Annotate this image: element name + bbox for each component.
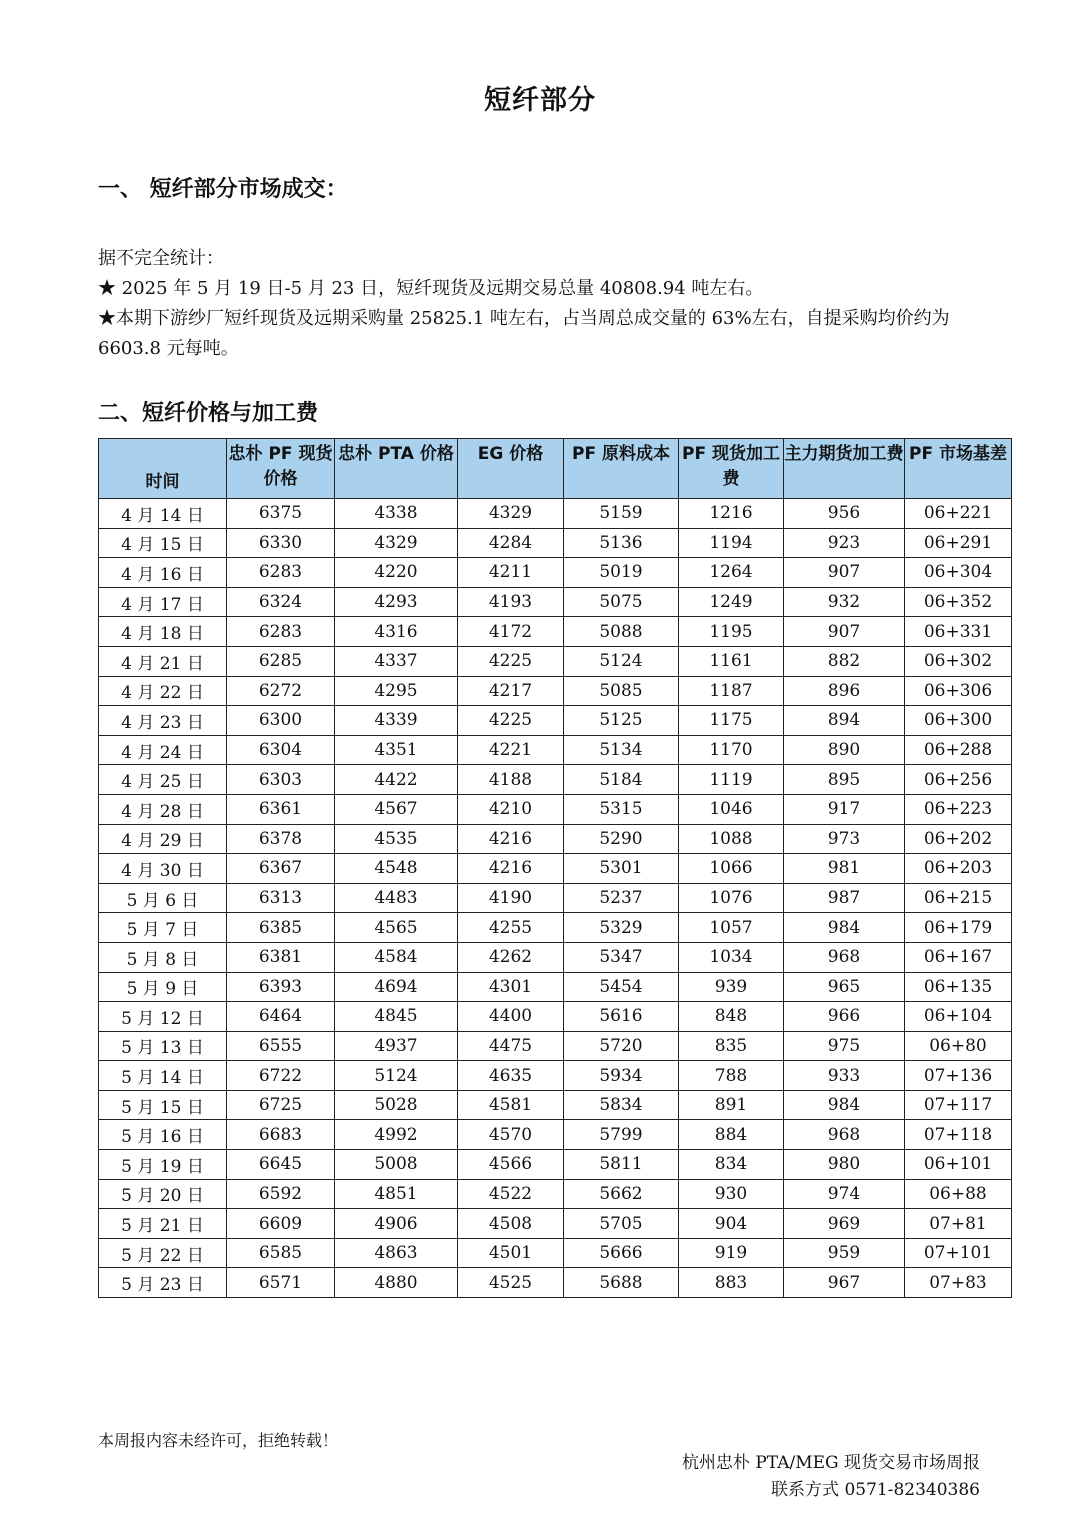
table-cell: 4293 (335, 587, 458, 617)
table-cell: 4 月 23 日 (99, 706, 227, 736)
table-cell: 1175 (679, 706, 784, 736)
table-cell: 6300 (227, 706, 335, 736)
table-cell: 5 月 22 日 (99, 1238, 227, 1268)
copyright-notice: 本周报内容未经许可，拒绝转载！ (98, 1431, 339, 1450)
table-cell: 6381 (227, 942, 335, 972)
table-cell: 4284 (458, 528, 564, 558)
table-cell: 5125 (564, 706, 679, 736)
table-row (99, 824, 1012, 854)
table-cell: 4501 (458, 1238, 564, 1268)
table-cell: 4211 (458, 558, 564, 588)
table-cell: 896 (784, 676, 905, 706)
page-title: 短纤部分 (484, 85, 596, 116)
table-cell: 4863 (335, 1238, 458, 1268)
table-row (99, 646, 1012, 676)
table-cell: 1119 (679, 765, 784, 795)
table-cell: 6303 (227, 765, 335, 795)
table-row (99, 1150, 1012, 1180)
table-cell: 4906 (335, 1209, 458, 1239)
table-cell: 882 (784, 646, 905, 676)
table-cell: 5799 (564, 1120, 679, 1150)
table-cell: 5 月 19 日 (99, 1150, 227, 1180)
table-cell: 07+118 (905, 1120, 1012, 1150)
table-cell: 968 (784, 942, 905, 972)
table-cell: 4 月 22 日 (99, 676, 227, 706)
table-cell: 984 (784, 913, 905, 943)
table-cell: 5 月 6 日 (99, 883, 227, 913)
table-cell: 5934 (564, 1061, 679, 1091)
table-header-row (99, 439, 1012, 499)
footer-publisher-block (682, 1450, 980, 1504)
table-row (99, 854, 1012, 884)
table-row (99, 676, 1012, 706)
table-cell: 06+203 (905, 854, 1012, 884)
table-cell: 5329 (564, 913, 679, 943)
table-cell: 06+88 (905, 1179, 1012, 1209)
table-cell: 07+83 (905, 1268, 1012, 1298)
table-cell: 5 月 8 日 (99, 942, 227, 972)
table-cell: 4 月 18 日 (99, 617, 227, 647)
table-cell: 4508 (458, 1209, 564, 1239)
table-cell: 1161 (679, 646, 784, 676)
header-pf-raw-cost: PF 原料成本 (564, 439, 679, 499)
table-cell: 956 (784, 499, 905, 529)
table-cell: 5237 (564, 883, 679, 913)
table-cell: 4220 (335, 558, 458, 588)
table-cell: 4845 (335, 1002, 458, 1032)
table-cell: 5 月 12 日 (99, 1002, 227, 1032)
table-cell: 5315 (564, 794, 679, 824)
table-cell: 4525 (458, 1268, 564, 1298)
table-cell: 07+81 (905, 1209, 1012, 1239)
table-cell: 788 (679, 1061, 784, 1091)
table-cell: 835 (679, 1031, 784, 1061)
table-cell: 4329 (335, 528, 458, 558)
table-cell: 4255 (458, 913, 564, 943)
table-cell: 06+288 (905, 735, 1012, 765)
table-cell: 4880 (335, 1268, 458, 1298)
table-cell: 939 (679, 972, 784, 1002)
header-pf-spot-fee: PF 现货加工费 (679, 439, 784, 499)
table-cell: 4422 (335, 765, 458, 795)
table-cell: 1076 (679, 883, 784, 913)
header-time: 时间 (99, 439, 227, 499)
header-pta-price: 忠朴 PTA 价格 (335, 439, 458, 499)
table-cell: 4400 (458, 1002, 564, 1032)
stats-total-volume: ★ 2025 年 5 月 19 日-5 月 23 日，短纤现货及远期交易总量 40808.94 吨左右。 (98, 278, 764, 299)
table-cell: 4 月 17 日 (99, 587, 227, 617)
table-cell: 930 (679, 1179, 784, 1209)
table-cell: 894 (784, 706, 905, 736)
table-cell: 4 月 15 日 (99, 528, 227, 558)
table-cell: 1216 (679, 499, 784, 529)
table-cell: 933 (784, 1061, 905, 1091)
table-cell: 981 (784, 854, 905, 884)
table-cell: 5085 (564, 676, 679, 706)
table-cell: 4 月 29 日 (99, 824, 227, 854)
table-cell: 5301 (564, 854, 679, 884)
table-cell: 4190 (458, 883, 564, 913)
table-cell: 987 (784, 883, 905, 913)
table-cell: 5688 (564, 1268, 679, 1298)
table-cell: 06+80 (905, 1031, 1012, 1061)
table-cell: 5008 (335, 1150, 458, 1180)
table-cell: 6283 (227, 617, 335, 647)
table-cell: 06+101 (905, 1150, 1012, 1180)
table-cell: 4483 (335, 883, 458, 913)
table-cell: 06+215 (905, 883, 1012, 913)
table-cell: 4851 (335, 1179, 458, 1209)
table-cell: 4329 (458, 499, 564, 529)
table-cell: 06+202 (905, 824, 1012, 854)
stats-intro: 据不完全统计： (98, 248, 224, 269)
table-cell: 834 (679, 1150, 784, 1180)
table-row (99, 1209, 1012, 1239)
table-cell: 969 (784, 1209, 905, 1239)
table-row (99, 706, 1012, 736)
table-cell: 932 (784, 587, 905, 617)
table-cell: 1057 (679, 913, 784, 943)
table-cell: 4566 (458, 1150, 564, 1180)
table-cell: 4221 (458, 735, 564, 765)
table-row (99, 794, 1012, 824)
table-row (99, 1061, 1012, 1091)
table-cell: 5 月 15 日 (99, 1090, 227, 1120)
table-cell: 06+104 (905, 1002, 1012, 1032)
table-cell: 06+331 (905, 617, 1012, 647)
table-cell: 5454 (564, 972, 679, 1002)
table-cell: 4694 (335, 972, 458, 1002)
table-cell: 06+167 (905, 942, 1012, 972)
table-cell: 4567 (335, 794, 458, 824)
table-cell: 904 (679, 1209, 784, 1239)
table-cell: 4522 (458, 1179, 564, 1209)
table-cell: 4316 (335, 617, 458, 647)
table-cell: 06+352 (905, 587, 1012, 617)
table-cell: 884 (679, 1120, 784, 1150)
table-cell: 6585 (227, 1238, 335, 1268)
table-cell: 5 月 21 日 (99, 1209, 227, 1239)
table-cell: 5159 (564, 499, 679, 529)
table-cell: 5705 (564, 1209, 679, 1239)
table-cell: 1187 (679, 676, 784, 706)
table-cell: 06+223 (905, 794, 1012, 824)
table-cell: 6464 (227, 1002, 335, 1032)
table-cell: 1046 (679, 794, 784, 824)
table-cell: 06+300 (905, 706, 1012, 736)
table-cell: 891 (679, 1090, 784, 1120)
table-cell: 4301 (458, 972, 564, 1002)
table-cell: 5662 (564, 1179, 679, 1209)
table-cell: 6378 (227, 824, 335, 854)
table-cell: 5616 (564, 1002, 679, 1032)
table-cell: 4295 (335, 676, 458, 706)
table-cell: 06+304 (905, 558, 1012, 588)
table-cell: 06+256 (905, 765, 1012, 795)
table-cell: 5028 (335, 1090, 458, 1120)
table-cell: 5075 (564, 587, 679, 617)
table-cell: 4172 (458, 617, 564, 647)
table-cell: 06+221 (905, 499, 1012, 529)
table-cell: 6285 (227, 646, 335, 676)
table-cell: 6722 (227, 1061, 335, 1091)
table-cell: 4570 (458, 1120, 564, 1150)
table-cell: 6272 (227, 676, 335, 706)
header-pf-spot-price: 忠朴 PF 现货价格 (227, 439, 335, 499)
table-row (99, 942, 1012, 972)
table-cell: 1264 (679, 558, 784, 588)
table-cell: 5019 (564, 558, 679, 588)
table-cell: 6313 (227, 883, 335, 913)
table-cell: 4565 (335, 913, 458, 943)
table-cell: 4 月 30 日 (99, 854, 227, 884)
table-cell: 4 月 16 日 (99, 558, 227, 588)
table-cell: 6283 (227, 558, 335, 588)
table-cell: 4337 (335, 646, 458, 676)
table-cell: 6645 (227, 1150, 335, 1180)
table-cell: 6330 (227, 528, 335, 558)
table-cell: 06+302 (905, 646, 1012, 676)
table-cell: 895 (784, 765, 905, 795)
table-cell: 1170 (679, 735, 784, 765)
table-cell: 4581 (458, 1090, 564, 1120)
table-cell: 4339 (335, 706, 458, 736)
table-cell: 5134 (564, 735, 679, 765)
table-row (99, 528, 1012, 558)
table-cell: 965 (784, 972, 905, 1002)
table-cell: 06+306 (905, 676, 1012, 706)
table-cell: 4193 (458, 587, 564, 617)
table-cell: 5 月 20 日 (99, 1179, 227, 1209)
table-cell: 907 (784, 558, 905, 588)
table-cell: 5 月 7 日 (99, 913, 227, 943)
table-cell: 4 月 24 日 (99, 735, 227, 765)
table-cell: 907 (784, 617, 905, 647)
header-futures-fee: 主力期货加工费 (784, 439, 905, 499)
table-row (99, 1090, 1012, 1120)
table-row (99, 1031, 1012, 1061)
table-cell: 6555 (227, 1031, 335, 1061)
table-cell: 1195 (679, 617, 784, 647)
table-cell: 5 月 16 日 (99, 1120, 227, 1150)
table-cell: 4 月 21 日 (99, 646, 227, 676)
table-cell: 6592 (227, 1179, 335, 1209)
table-cell: 1034 (679, 942, 784, 972)
table-cell: 6571 (227, 1268, 335, 1298)
table-row (99, 1268, 1012, 1298)
table-cell: 06+135 (905, 972, 1012, 1002)
table-cell: 4225 (458, 706, 564, 736)
table-row (99, 883, 1012, 913)
table-cell: 07+136 (905, 1061, 1012, 1091)
table-cell: 4262 (458, 942, 564, 972)
table-cell: 967 (784, 1268, 905, 1298)
table-cell: 5136 (564, 528, 679, 558)
table-cell: 6393 (227, 972, 335, 1002)
table-cell: 4535 (335, 824, 458, 854)
table-cell: 959 (784, 1238, 905, 1268)
table-cell: 07+117 (905, 1090, 1012, 1120)
table-cell: 4584 (335, 942, 458, 972)
table-cell: 1088 (679, 824, 784, 854)
table-cell: 4992 (335, 1120, 458, 1150)
table-cell: 4475 (458, 1031, 564, 1061)
table-cell: 6609 (227, 1209, 335, 1239)
table-cell: 5124 (564, 646, 679, 676)
table-cell: 5290 (564, 824, 679, 854)
table-cell: 4217 (458, 676, 564, 706)
header-pf-basis: PF 市场基差 (905, 439, 1012, 499)
table-cell: 6725 (227, 1090, 335, 1120)
table-row (99, 499, 1012, 529)
publisher-name: 杭州忠朴 PTA/MEG 现货交易市场周报 (681, 1453, 980, 1473)
table-cell: 966 (784, 1002, 905, 1032)
table-cell: 4 月 28 日 (99, 794, 227, 824)
table-cell: 848 (679, 1002, 784, 1032)
table-cell: 6683 (227, 1120, 335, 1150)
table-cell: 883 (679, 1268, 784, 1298)
table-cell: 980 (784, 1150, 905, 1180)
table-row (99, 1120, 1012, 1150)
table-cell: 07+101 (905, 1238, 1012, 1268)
table-row (99, 1179, 1012, 1209)
table-cell: 6324 (227, 587, 335, 617)
table-cell: 984 (784, 1090, 905, 1120)
table-cell: 917 (784, 794, 905, 824)
table-row (99, 735, 1012, 765)
table-row (99, 1002, 1012, 1032)
table-body (99, 499, 1012, 1298)
table-cell: 5811 (564, 1150, 679, 1180)
table-row (99, 972, 1012, 1002)
contact-info: 联系方式 0571-82340386 (771, 1480, 980, 1500)
table-cell: 4548 (335, 854, 458, 884)
table-cell: 5834 (564, 1090, 679, 1120)
stats-purchase-volume: ★本期下游纱厂短纤现货及远期采购量 25825.1 吨左右，占当周总成交量的 63%左右，自提采购均价约为 6603.8 元每吨。 (98, 308, 950, 359)
table-cell: 6375 (227, 499, 335, 529)
table-cell: 6361 (227, 794, 335, 824)
market-statistics (98, 244, 1018, 364)
table-cell: 973 (784, 824, 905, 854)
table-row (99, 617, 1012, 647)
table-cell: 1066 (679, 854, 784, 884)
table-cell: 6385 (227, 913, 335, 943)
table-cell: 4 月 25 日 (99, 765, 227, 795)
table-row (99, 1238, 1012, 1268)
table-cell: 4635 (458, 1061, 564, 1091)
table-cell: 1249 (679, 587, 784, 617)
section-heading-price-fees: 二、短纤价格与加工费 (98, 401, 319, 426)
section-heading-market-deals: 一、 短纤部分市场成交： (98, 177, 348, 202)
table-cell: 5720 (564, 1031, 679, 1061)
table-cell: 06+291 (905, 528, 1012, 558)
table-cell: 5347 (564, 942, 679, 972)
table-cell: 890 (784, 735, 905, 765)
table-cell: 6367 (227, 854, 335, 884)
table-row (99, 765, 1012, 795)
table-cell: 5184 (564, 765, 679, 795)
table-cell: 4210 (458, 794, 564, 824)
table-cell: 974 (784, 1179, 905, 1209)
table-cell: 4 月 14 日 (99, 499, 227, 529)
table-cell: 919 (679, 1238, 784, 1268)
table-cell: 1194 (679, 528, 784, 558)
table-cell: 5 月 9 日 (99, 972, 227, 1002)
table-cell: 923 (784, 528, 905, 558)
table-row (99, 913, 1012, 943)
table-cell: 4338 (335, 499, 458, 529)
table-cell: 4216 (458, 824, 564, 854)
table-cell: 06+179 (905, 913, 1012, 943)
table-cell: 5 月 23 日 (99, 1268, 227, 1298)
table-cell: 4937 (335, 1031, 458, 1061)
table-row (99, 558, 1012, 588)
table-cell: 968 (784, 1120, 905, 1150)
table-cell: 5666 (564, 1238, 679, 1268)
table-row (99, 587, 1012, 617)
header-eg-price: EG 价格 (458, 439, 564, 499)
table-cell: 5124 (335, 1061, 458, 1091)
table-cell: 4188 (458, 765, 564, 795)
table-cell: 4225 (458, 646, 564, 676)
table-cell: 5 月 13 日 (99, 1031, 227, 1061)
price-table (98, 438, 1012, 1298)
table-cell: 5088 (564, 617, 679, 647)
table-cell: 5 月 14 日 (99, 1061, 227, 1091)
table-cell: 975 (784, 1031, 905, 1061)
table-cell: 4351 (335, 735, 458, 765)
table-cell: 4216 (458, 854, 564, 884)
table-cell: 6304 (227, 735, 335, 765)
